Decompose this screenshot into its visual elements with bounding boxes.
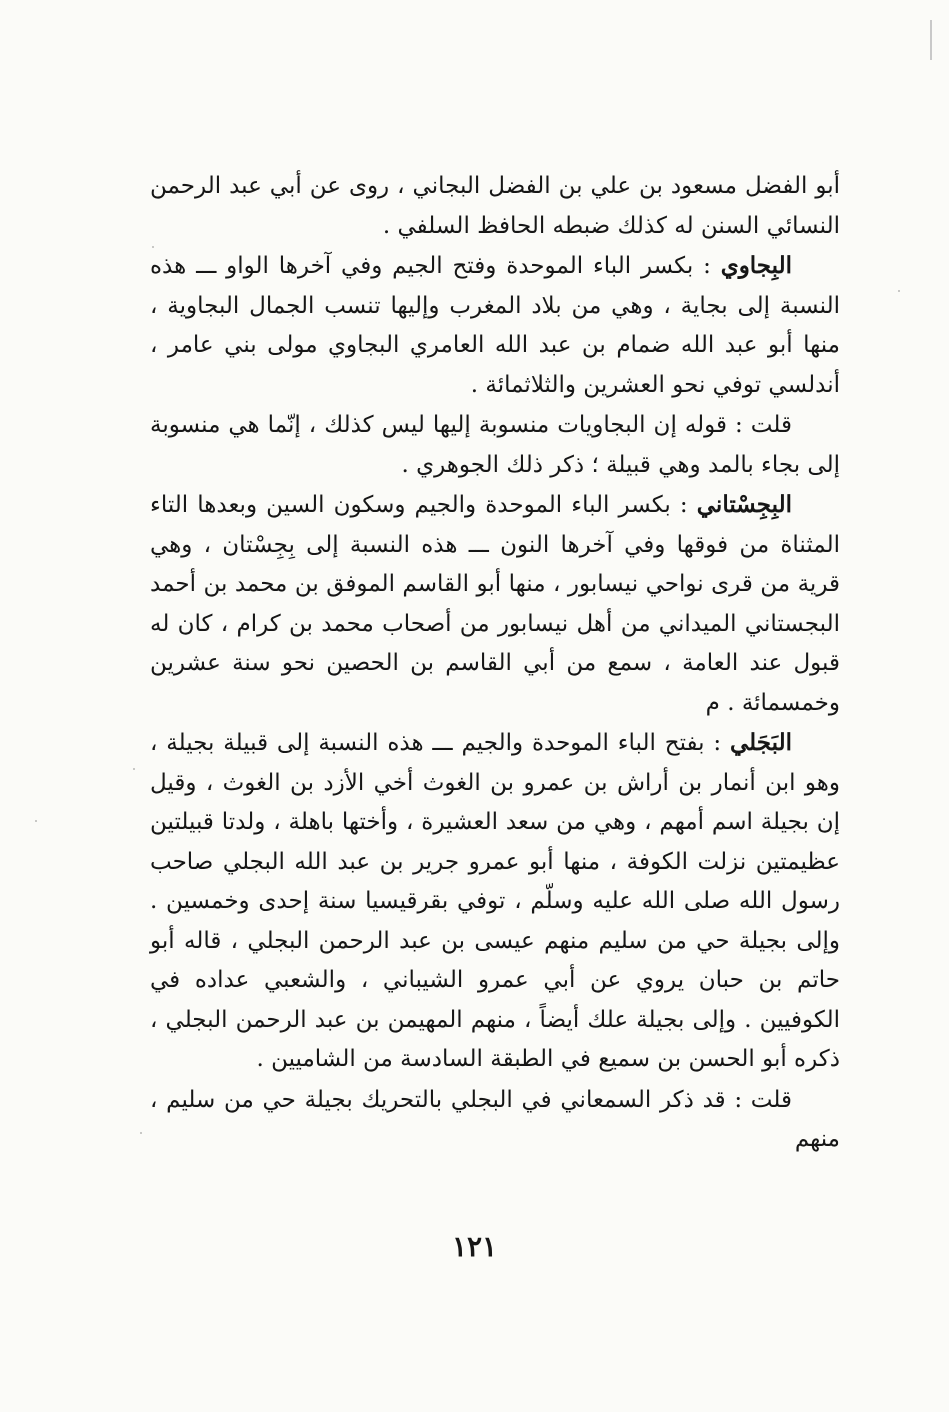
paragraph-text: قلت : قد ذكر السمعاني في البجلي بالتحريك بجيلة حي من سليم ، منهم bbox=[150, 1086, 840, 1152]
headword-bajali: البَجَلي bbox=[730, 729, 792, 756]
paragraph-text: أبو الفضل مسعود بن علي بن الفضل البجاني ، روى عن أبي عبد الرحمن النسائي السنن له كذلك ضبطه الحافظ السلفي . bbox=[150, 173, 840, 239]
paragraph-text: : بفتح الباء الموحدة والجيم ـــ هذه النسبة إلى قبيلة بجيلة ، وهو ابن أنمار بن أراش بن عمرو بن الغوث أخي الأزد بن الغوث ، وقيل إن بجيلة اسم أمهم ، وهي من سعد العشيرة ، وأختها باهلة ، ولدتا قبيلتين عظيمتين نزلت الكوفة ، منها أبو عمرو جرير بن عبد الله البجلي صاحب رسول الله صلى الله عليه وسلّم ، توفي بقرقيسيا سنة إحدى وخمسين . وإلى بجيلة حي من سليم منهم عيسى بن عبد الرحمن البجلي ، قاله أبو حاتم بن حبان يروي عن أبي عمرو الشيباني ، والشعبي عداده في الكوفيين . وإلى بجيلة علك أيضاً ، منهم المهيمن بن عبد الرحمن البجلي ، ذكره أبو الحسن بن سميع في الطبقة السادسة من الشاميين . bbox=[150, 730, 840, 1072]
paragraph-entry-bijawi bbox=[150, 246, 840, 405]
paragraph-comment-2 bbox=[150, 1080, 840, 1160]
paragraph-1 bbox=[150, 166, 840, 246]
scan-speck bbox=[35, 820, 37, 822]
paragraph-entry-bajali bbox=[150, 723, 840, 1080]
paragraph-comment-1 bbox=[150, 405, 840, 485]
scan-speck bbox=[140, 1132, 142, 1134]
paragraph-entry-bijistani bbox=[150, 485, 840, 723]
scan-speck bbox=[133, 768, 135, 770]
paragraph-text: : بكسر الباء الموحدة والجيم وسكون السين وبعدها التاء المثناة من فوقها وفي آخرها النون ـــ هذه النسبة إلى بِجِسْتان ، وهي قرية من قرى نواحي نيسابور ، منها أبو القاسم الموفق بن محمد بن أحمد البجستاني الميداني من أهل نيسابور من أصحاب محمد بن كرام ، كان له قبول عند العامة ، سمع من أبي القاسم بن الحصين نحو سنة عشرين وخمسمائة . م bbox=[150, 492, 840, 716]
headword-bijawi: البِجاوي bbox=[720, 252, 792, 279]
paragraph-text: قلت : قوله إن البجاويات منسوبة إليها ليس كذلك ، إنّما هي منسوبة إلى بجاء بالمد وهي قبيلة ؛ ذكر ذلك الجوهري . bbox=[150, 412, 840, 478]
scan-edge-mark bbox=[930, 20, 932, 60]
headword-bijistani: البِجِسْتاني bbox=[696, 491, 792, 518]
body-text bbox=[150, 166, 840, 1160]
paragraph-text: : بكسر الباء الموحدة وفتح الجيم وفي آخرها الواو ـــ هذه النسبة إلى بجاية ، وهي من بلاد المغرب وإليها تنسب الجمال البجاوية ، منها أبو عبد الله ضمام بن عبد الله العامري البجاوي مولى بني عامر ، أندلسي توفي نحو العشرين والثلاثمائة . bbox=[150, 253, 840, 398]
page-number: ١٢١ bbox=[451, 1230, 498, 1263]
scan-speck bbox=[898, 290, 900, 292]
